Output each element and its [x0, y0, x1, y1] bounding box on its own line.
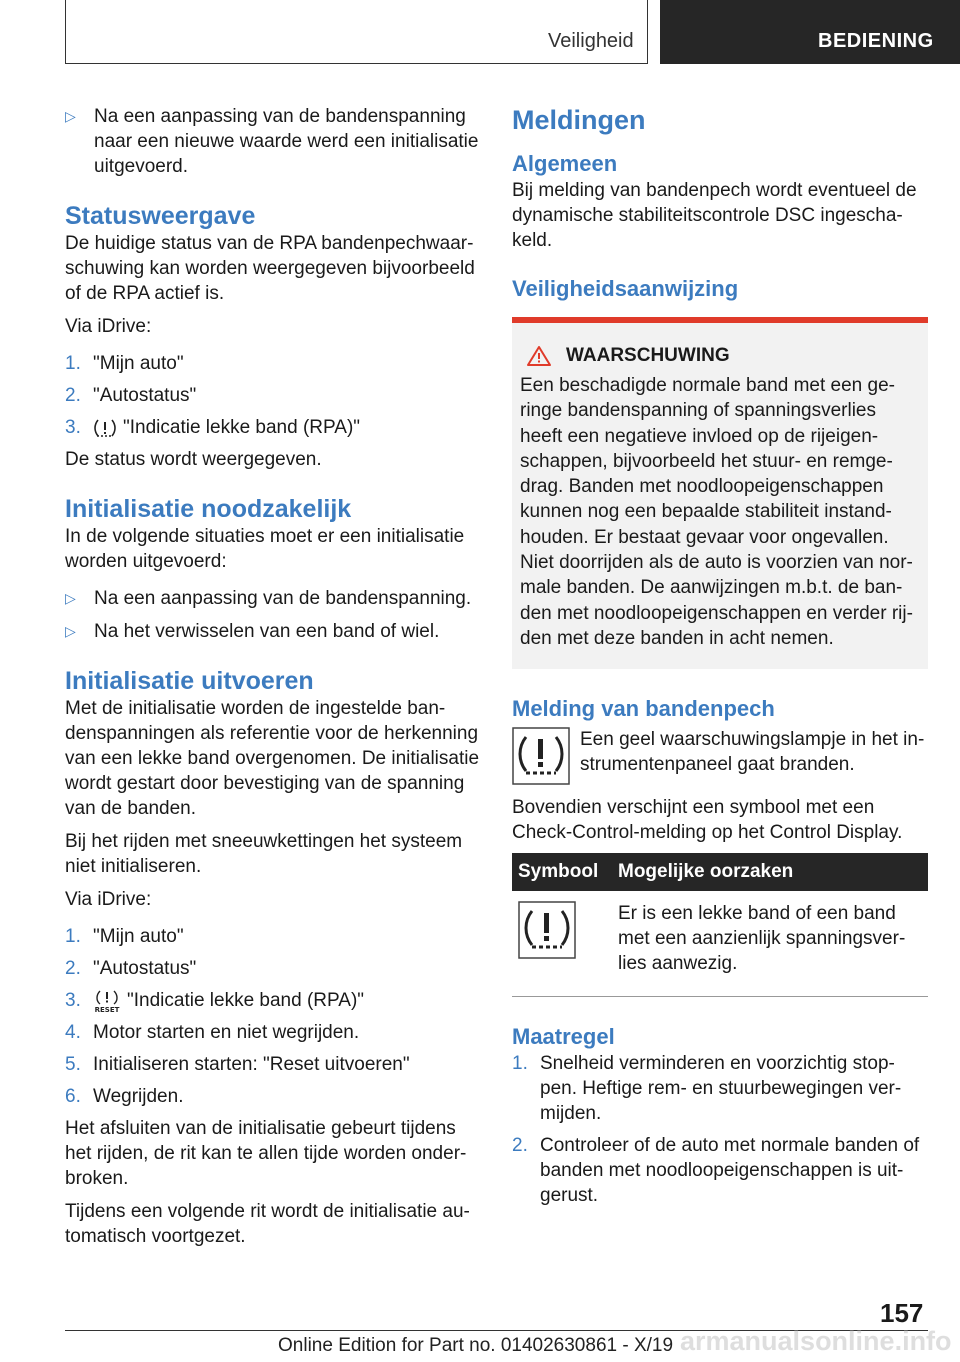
- list-item: 6. Wegrijden.: [65, 1086, 184, 1107]
- list-item: 1. "Mijn auto": [65, 353, 184, 374]
- list-item: 2. Controleer of de auto met normale banden of banden met noodloopeigenschappen is uit-gerust.: [512, 1135, 920, 1207]
- header-section: Veiligheid: [548, 30, 634, 52]
- warning-header: WAARSCHUWING: [526, 345, 920, 367]
- warning-text: Een beschadigde normale band met een ge-ringe bandenspanning of spanningsverlies heeft een negatieve invloed op de rijeigen-schappen, bijvoorbeeld het stuur- en remge-drag. Banden met noodloopeigenschappen kunnen nog een bepaalde stabiliteit instand-houden. Er bestaat gevaar voor ongevallen.: [520, 375, 895, 548]
- table-header: Mogelijke oorzaken: [612, 853, 928, 891]
- list-item: ▷ Na het verwisselen van een band of wiel.: [65, 621, 440, 642]
- list-item: 3. RESET "Indicatie lekke band (RPA)": [65, 990, 365, 1013]
- paragraph: Een geel waarschuwingslampje in het in-strumentenpaneel gaat branden.: [580, 729, 925, 776]
- heading-meldingen: Meldingen: [512, 105, 646, 135]
- paragraph: De status wordt weergegeven.: [65, 449, 322, 470]
- list-item: 1. "Mijn auto": [65, 926, 184, 947]
- heading-statusweergave: Statusweergave: [65, 202, 256, 230]
- left-column: [65, 104, 480, 1249]
- paragraph: Met de initialisatie worden de ingestelde ban-denspanningen als referentie voor de herkenning van een lekke band overgenomen. De initialisatie wordt gestart door bevestiging van de spanning van de banden.: [65, 698, 480, 819]
- paragraph: Via iDrive:: [65, 889, 152, 910]
- paragraph: Bij melding van bandenpech wordt eventueel de dynamische stabiliteitscontrole DSC ingescha-keld.: [512, 180, 917, 251]
- warning-text: Niet doorrijden als de auto is voorzien van nor-male banden. De aanwijzingen m.b.t. de ban-den met noodloopeigenschappen en verder rij-den met deze banden in acht nemen.: [520, 552, 913, 649]
- list-item: 4. Motor starten en niet wegrijden.: [65, 1022, 360, 1043]
- page-number: 157: [880, 1298, 924, 1328]
- paragraph: Tijdens een volgende rit wordt de initialisatie au-tomatisch voortgezet.: [65, 1201, 470, 1247]
- list-item: 3. "Indicatie lekke band (RPA)": [65, 417, 361, 438]
- table-header: Symbool: [512, 853, 612, 891]
- heading-melding-van-bandenpech: Melding van bandenpech: [512, 696, 775, 722]
- tire-reset-icon: [93, 989, 121, 1013]
- triangle-bullet-icon: ▷: [65, 590, 76, 606]
- list-item: 1. Snelheid verminderen en voorzichtig stop-pen. Heftige rem- en stuurbewegingen ver-mijden.: [512, 1053, 902, 1125]
- paragraph: Via iDrive:: [65, 316, 152, 337]
- footer-edition: Online Edition for Part no. 01402630861 - X/19: [278, 1335, 674, 1356]
- paragraph: De huidige status van de RPA bandenpechwaar-schuwing kan worden weergegeven bijvoorbeeld of de RPA actief is.: [65, 233, 475, 304]
- list-item: ▷ Na een aanpassing van de bandenspanning.: [65, 588, 472, 609]
- heading-maatregel: Maatregel: [512, 1024, 615, 1050]
- list-item: 2. "Autostatus": [65, 385, 197, 406]
- paragraph: Bij het rijden met sneeuwkettingen het systeem niet initialiseren.: [65, 831, 463, 877]
- table-row: [512, 891, 928, 997]
- list-item: ▷ Na een aanpassing van de bandenspanning naar een nieuwe waarde werd een initialisatie uitgevoerd.: [65, 106, 479, 177]
- warning-box: [512, 317, 928, 669]
- triangle-bullet-icon: ▷: [65, 623, 76, 639]
- warning-triangle-icon: [526, 345, 552, 367]
- list-item: 2. "Autostatus": [65, 958, 197, 979]
- heading-initialisatie-noodzakelijk: Initialisatie noodzakelijk: [65, 495, 352, 523]
- watermark: armanualsonline.info: [680, 1326, 952, 1356]
- header-chapter: BEDIENING: [818, 30, 934, 52]
- heading-veiligheidsaanwijzing: Veiligheidsaanwijzing: [512, 276, 739, 301]
- svg-text:RESET: RESET: [94, 1005, 120, 1013]
- symbol-table: [512, 853, 928, 997]
- heading-algemeen: Algemeen: [512, 151, 618, 176]
- tire-pressure-icon: [93, 417, 117, 439]
- puncture-info: [512, 727, 928, 785]
- list-item: 5. Initialiseren starten: "Reset uitvoeren": [65, 1054, 410, 1075]
- paragraph: Bovendien verschijnt een symbool met een Check-Control-melding op het Control Display.: [512, 797, 903, 844]
- tire-pressure-warning-icon: [518, 901, 576, 959]
- tire-pressure-warning-icon: [512, 727, 570, 785]
- paragraph: Het afsluiten van de initialisatie gebeurt tijdens het rijden, de rit kan te allen tijde worden onder-broken.: [65, 1118, 467, 1189]
- right-column: [512, 104, 928, 1215]
- triangle-bullet-icon: ▷: [65, 108, 76, 124]
- heading-initialisatie-uitvoeren: Initialisatie uitvoeren: [65, 667, 314, 695]
- paragraph: In de volgende situaties moet er een initialisatie worden uitgevoerd:: [65, 526, 465, 572]
- table-cell: Er is een lekke band of een band met een aanzienlijk spanningsver-lies aanwezig.: [612, 891, 928, 997]
